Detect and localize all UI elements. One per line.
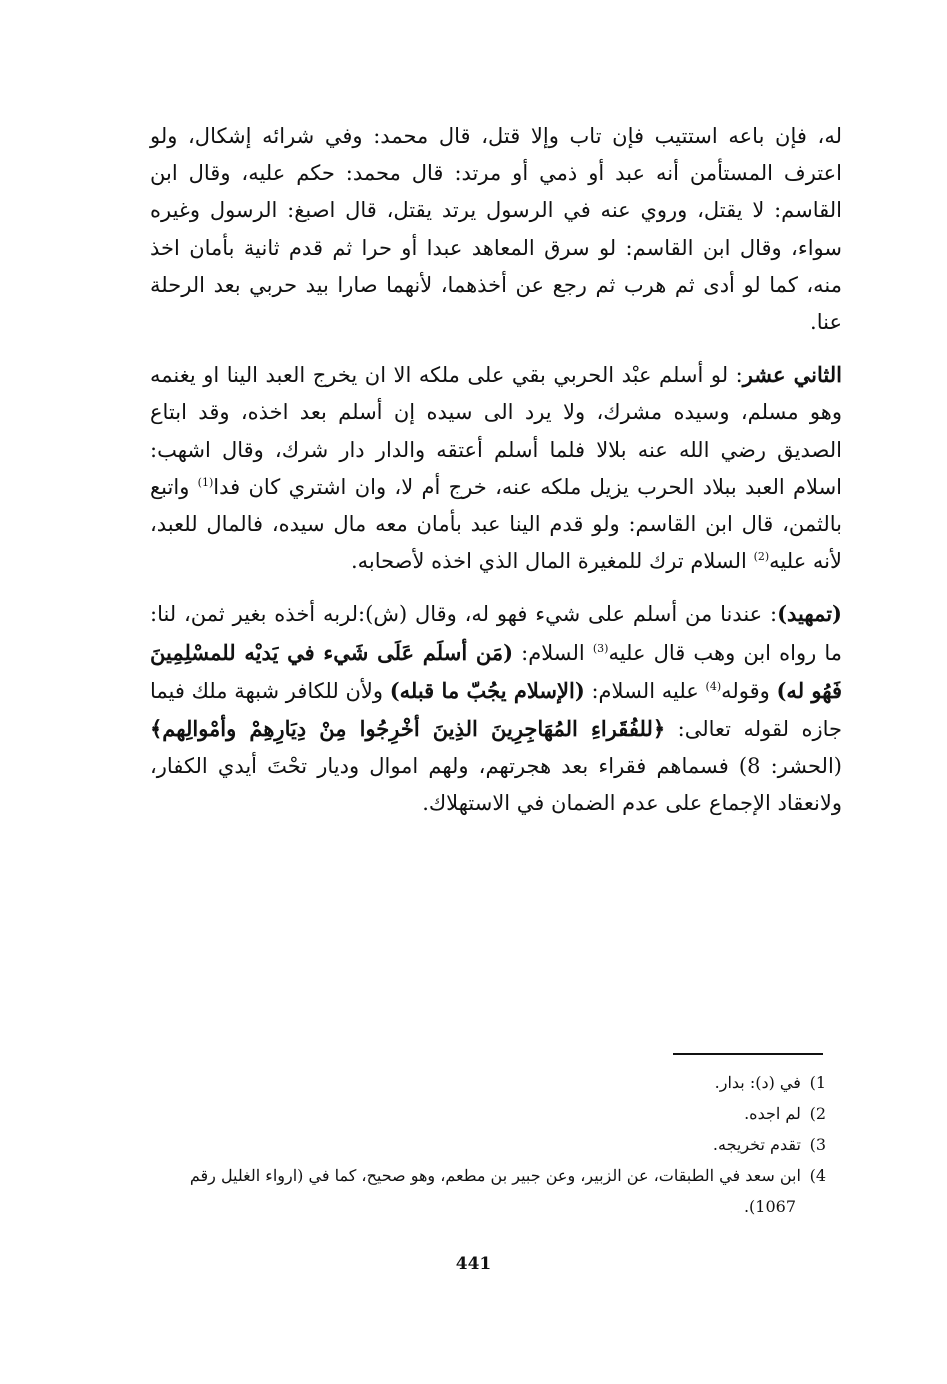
- paragraph-3-text-part: ولأن للكافر شبهة ملك فيما جازه لقوله تعالى:: [150, 678, 843, 742]
- hadith-quote-1: (مَن أسلَم عَلَى شَيء في يَديْه للمسْلِمِينَ فَهُو له): [150, 639, 842, 703]
- paragraph-2-text-part: : لو أسلم عبْد الحربي بقي على ملكه الا ان يخرج العبد الينا او يغنمه وهو مسلم، وسيده مشرك، ولا يرد الى سيده إن أسلم بعد اخذه، وقد ابتاع الصديق رضي الله عنه بلالا فلما أسلم أعتقه والدار دار شرك، وقال اشهب: اسلام العبد ببلاد الحرب يزيل ملكه عنه، خرج أم لا، وان اشتري كان فدا: [150, 363, 842, 499]
- footnote-1: [150, 1067, 826, 1098]
- footnote-ref-2: (2): [753, 550, 770, 564]
- footnote-2: [150, 1098, 826, 1129]
- paragraph-2-heading: الثاني عشر: [742, 362, 842, 388]
- footnote-text: 1067).: [743, 1197, 796, 1216]
- footnote-text: تقدم تخريجه.: [712, 1135, 801, 1154]
- paragraph-3-heading: (تمهيد): [777, 601, 842, 627]
- paragraph-2: [150, 356, 842, 580]
- paragraph-3-text-part: : عندنا من أسلم على شيء فهو له، وقال (ش):لربه أخذه بغير ثمن، لنا: ما رواه ابن وهب قال عليه: [150, 602, 842, 665]
- footnote-text: ابن سعد في الطبقات، عن الزبير، وعن جبير بن مطعم، وهو صحيح، كما في (ارواء الغليل رقم: [189, 1166, 801, 1185]
- paragraph-2-text-part: واتبع بالثمن، قال ابن القاسم: ولو قدم الينا عبد بأمان معه مال سيده، فالمال للعبد، لأنه عليه: [150, 474, 842, 574]
- footnote-ref-4: (4): [705, 679, 722, 693]
- footnote-text: لم اجده.: [744, 1104, 801, 1123]
- paragraph-3-text-part: السلام:: [513, 640, 593, 665]
- paragraph-3: [150, 595, 842, 822]
- footnote-ref-1: (1): [197, 475, 214, 489]
- footnote-4: [150, 1160, 826, 1191]
- page-number: 441: [455, 1254, 492, 1274]
- paragraph-3-text-part: (الحشر: 8) فسماهم فقراء بعد هجرتهم، ولهم اموال وديار تحْتَ أيدي الكفار، ولانعقاد الإجماع على عدم الضمان في الاستهلاك.: [150, 754, 842, 816]
- paragraph-3-text-part: عليه السلام:: [584, 678, 706, 703]
- quran-verse: ﴿للفُقَراءِ المُهَاجِرِينَ الذِينَ أخْرِجُوا مِنْ دِيَارِهِمْ وأمْوالِهم﴾: [150, 716, 666, 742]
- footnote-number: 1): [809, 1073, 826, 1092]
- footnote-4-continuation: [150, 1191, 826, 1222]
- footnote-number: 2): [809, 1104, 826, 1123]
- footnote-number: 3): [809, 1135, 826, 1154]
- paragraph-1-text: له، فإن باعه استتيب فإن تاب وإلا قتل، قال محمد: وفي شرائه إشكال، ولو اعترف المستأمن أنه عبد أو ذمي أو مرتد: قال محمد: حكم عليه، وقال ابن القاسم: لا يقتل، وروي عنه في الرسول يرتد يقتل، قال اصبغ: الرسول وغيره سواء، وقال ابن القاسم: لو سرق المعاهد عبدا أو حرا ثم قدم ثانية بأمان اخذ منه، كما لو أدى ثم هرب ثم رجع عن أخذهما، لأنهما صارا بيد حربي بعد الرحلة عنا.: [150, 124, 842, 335]
- footnote-separator: [673, 1053, 823, 1055]
- footnote-number: 4): [809, 1166, 826, 1185]
- footnote-ref-3: (3): [592, 641, 609, 655]
- footnotes: [150, 1067, 826, 1222]
- main-text: [150, 118, 842, 838]
- paragraph-3-text-part: وقوله: [721, 678, 777, 703]
- footnote-text: في (د): بدار.: [714, 1073, 801, 1092]
- hadith-quote-2: (الإسلام يجُبّ ما قبله): [389, 677, 585, 703]
- paragraph-2-text-part: السلام ترك للمغيرة المال الذي اخذه لأصحابه.: [350, 549, 754, 574]
- paragraph-1: [150, 118, 842, 341]
- footnote-3: [150, 1129, 826, 1160]
